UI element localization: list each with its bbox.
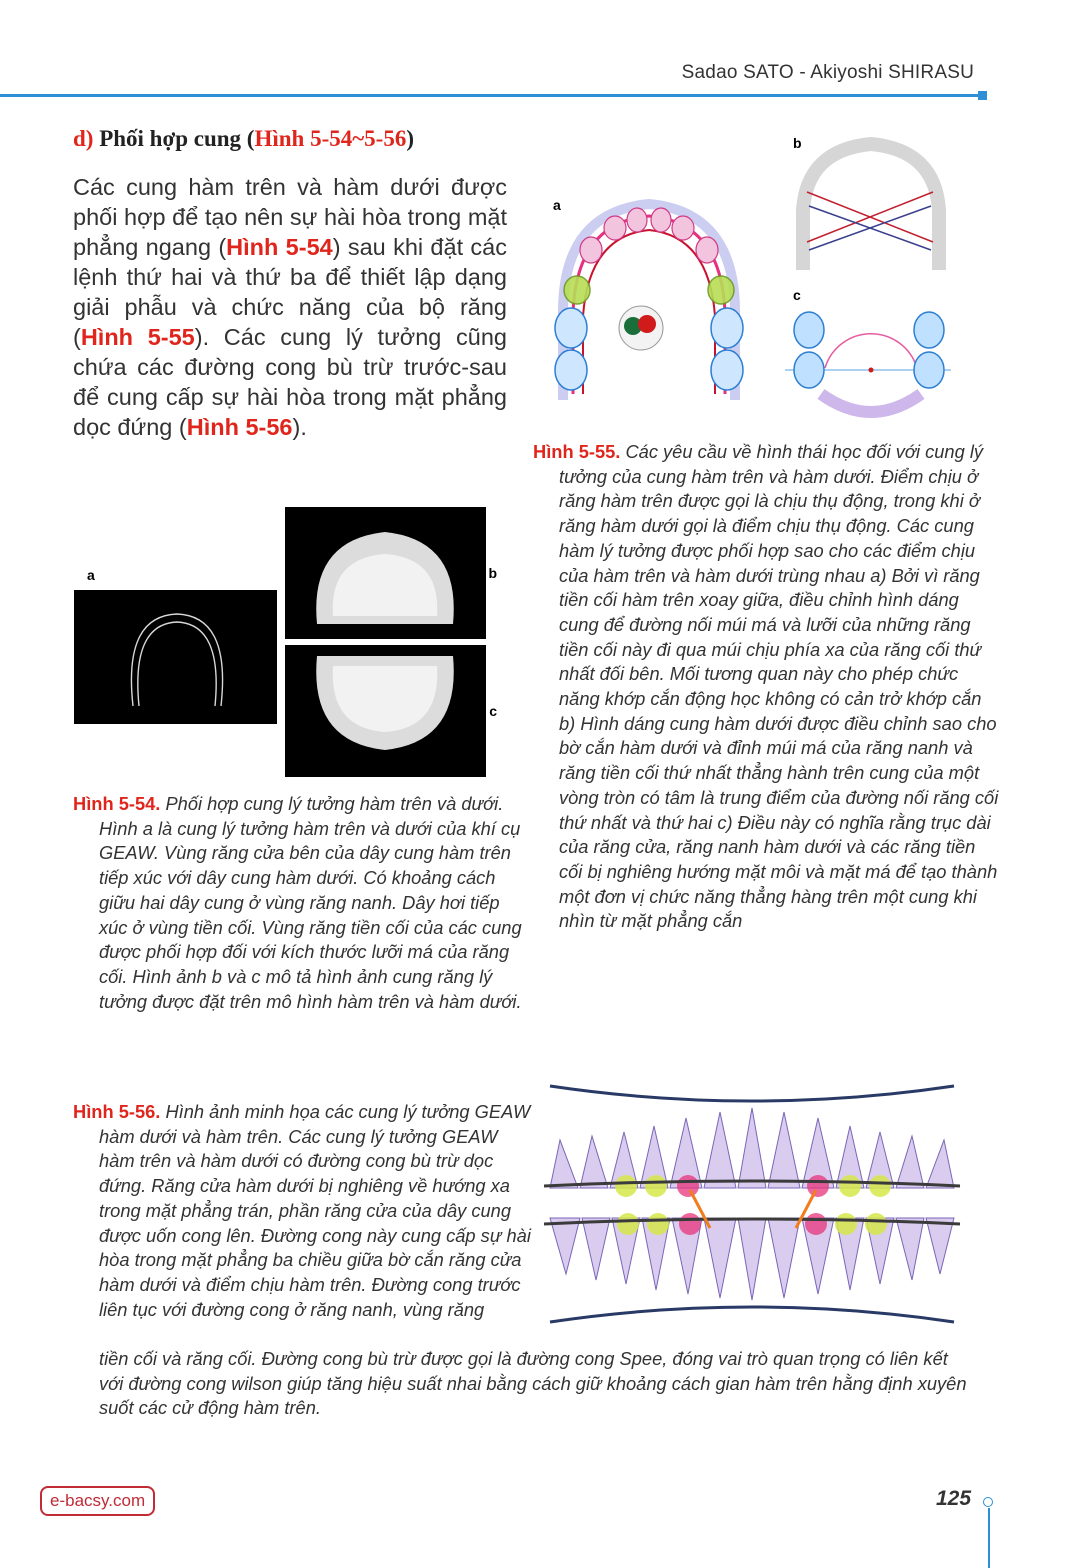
section-title: Phối hợp cung ( bbox=[99, 126, 255, 151]
figure-5-56-image bbox=[530, 1068, 974, 1340]
figure-ref-5-56: Hình 5-56 bbox=[186, 414, 293, 440]
body-text: ) sau khi đặt các lệnh thứ hai và thứ ba để thiết lập dạng giải phẫu và chức năng của bộ răng ( bbox=[73, 234, 507, 350]
figure-5-54-caption bbox=[73, 792, 533, 1014]
figure-5-56-caption-continued: tiền cối và răng cối. Đường cong bù trừ được gọi là đường cong Spee, đóng vai trò quan trọng có liên kết với đường cong wilson giúp tăng hiệu suất nhai bằng cách giữ khoảng cách gian hàm trên hằng định xuyên suốt các cử động hàm trên. bbox=[99, 1348, 967, 1419]
figure-5-54-label-b: b bbox=[488, 565, 497, 581]
figure-5-54-caption-text: Phối hợp cung lý tưởng hàm trên và dưới. Hình a là cung lý tưởng hàm trên và dưới của khí cụ GEAW. Vùng răng cửa bên của dây cung hàm trên tiếp xúc với dây cung hàm dưới. Có khoảng cách giữu hai dây cung ở vùng răng nanh. Dây hơi tiếp xúc ở vùng tiền cối. Vùng răng tiền cối của các cung được phối hợp đối với kích thước lưỡi má của răng cối. Hình ảnh b và c mô tả hình ảnh cung răng lý tưởng được đặt trên mô hình hàm trên và hàm dưới. bbox=[99, 793, 522, 1012]
figure-5-56-caption-text-1: Hình ảnh minh họa các cung lý tưởng GEAW hàm dưới và hàm trên. Các cung lý tưởng GEAW hàm trên và hàm dưới có đường cong bù trừ dọc đứng. Răng cửa hàm dưới bị nghiêng về hướng xa trong mặt phẳng trán, phần răng cửa của dây cung được uốn cong lên. Đường cong này cung cấp sự hài hòa trong mặt phẳng ba chiều giữa bờ cắn răng cửa hàm dưới và điểm chịu hàm trên. Đường cong trước liên tục với đường cong ở răng nanh, vùng răng bbox=[99, 1101, 531, 1320]
section-figure-ref: Hình 5-54~5-56 bbox=[254, 126, 407, 151]
body-text: Các cung hàm trên và hàm dưới được phối hợp để tạo nên sự hài hòa trong mặt phẳng ngang ( bbox=[73, 174, 507, 260]
figure-5-55-caption bbox=[533, 440, 1000, 934]
body-text: ). bbox=[292, 414, 307, 440]
page-number: 125 bbox=[936, 1487, 972, 1510]
page-number-circle-ornament bbox=[983, 1497, 993, 1507]
figure-5-55-label-c: c bbox=[793, 287, 801, 303]
figure-5-55-label-a: a bbox=[553, 197, 561, 213]
figure-5-54-caption-label: Hình 5-54. bbox=[73, 793, 161, 814]
header-rule bbox=[0, 94, 980, 97]
running-header-author: Sadao SATO - Akiyoshi SHIRASU bbox=[681, 62, 974, 83]
body-text: ). Các cung lý tưởng cũng chứa các đường cong bù trừ trước-sau để cung cấp sự hài hòa trong mặt phẳng dọc đứng ( bbox=[73, 324, 507, 440]
publisher-logo[interactable]: e-bacsy.com bbox=[40, 1486, 155, 1516]
section-heading bbox=[73, 126, 414, 152]
figure-5-56-caption bbox=[73, 1100, 533, 1322]
section-title-close: ) bbox=[406, 126, 415, 151]
page-number-line-ornament bbox=[988, 1508, 990, 1568]
figure-5-54-label-c: c bbox=[489, 703, 497, 719]
figure-5-54-label-a: a bbox=[87, 567, 95, 583]
section-label: d) bbox=[73, 126, 94, 151]
figure-ref-5-54: Hình 5-54 bbox=[226, 234, 333, 260]
figure-5-54-image bbox=[73, 506, 497, 782]
header-rule-end-square bbox=[978, 91, 987, 100]
figure-5-55-image bbox=[533, 132, 974, 430]
figure-5-55-label-b: b bbox=[793, 135, 802, 151]
figure-5-55-caption-label: Hình 5-55. bbox=[533, 441, 621, 462]
figure-5-55-caption-text: Các yêu cầu về hình thái học đối với cung lý tưởng của cung hàm trên và hàm dưới. Điểm chịu ở răng hàm trên được gọi là chịu thụ động, trong khi ở răng hàm dưới gọi là điểm chịu thụ động. Các cung hàm lý tưởng được phối hợp sao cho các điểm chịu của hàm trên và hàm dưới trùng nhau a) Bởi vì răng tiền cối hàm trên xoay giữa, điều chỉnh hình dáng cung để đường nối múi má và lưỡi của những răng tiền cối này đi qua múi chịu phía xa của răng cối thứ nhất đối bên. Mối tương quan này cho phép chức năng khớp cắn động học không có cản trở khớp cắn b) Hình dáng cung hàm dưới được điều chỉnh sao cho bờ cắn hàm dưới và đỉnh múi má của răng nanh và răng tiền cối thứ nhất thẳng hành trên cung của một vòng tròn có tâm là trung điểm của đường nối răng cối thứ nhất và thứ hai c) Điều này có nghĩa rằng trục dài của răng cửa, răng nanh hàm dưới và các răng tiền cối bị nghiêng hướng mặt môi và mặt má để tạo thành một đơn vị chức năng thẳng hàng trên một cung khi nhìn từ mặt phẳng cắn bbox=[559, 441, 999, 932]
figure-ref-5-55: Hình 5-55 bbox=[80, 324, 195, 350]
body-paragraph bbox=[73, 172, 507, 442]
figure-5-56-caption-label: Hình 5-56. bbox=[73, 1101, 161, 1122]
